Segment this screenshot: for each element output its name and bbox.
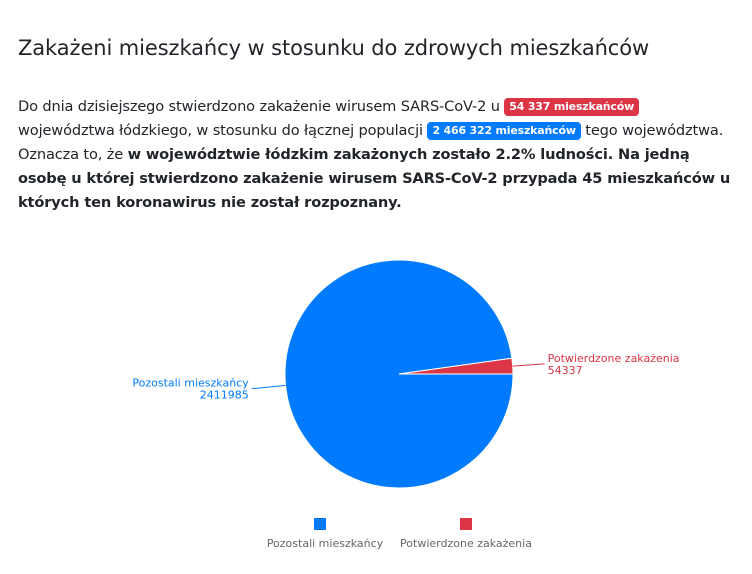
slice-label-value-0: 2411985 — [199, 388, 249, 402]
infected-count-badge: 54 337 mieszkańców — [504, 98, 639, 116]
summary-bold-text: w województwie łódzkim zakażonych zostało 2.2% ludności. Na jedną osobę u której stwierdzono zakażenie wirusem SARS-CoV-2 przypada 45 mieszkańców u których ten koronawirus nie został rozpoznany. — [18, 146, 731, 211]
legend-swatch-0[interactable] — [314, 518, 326, 530]
slice-label-value-1: 54337 — [547, 364, 583, 378]
summary-text-3: tego województwa. Oznacza to, że — [18, 122, 724, 163]
legend-label-0[interactable]: Pozostali mieszkańcy — [266, 537, 384, 550]
slice-label-name-1: Potwierdzone zakażenia — [547, 352, 680, 366]
slice-label-name-0: Pozostali mieszkańcy — [132, 376, 249, 390]
slice-leader-line-1 — [513, 364, 545, 366]
legend-label-1[interactable]: Potwierdzone zakażenia — [400, 537, 532, 550]
page-title: Zakażeni mieszkańcy w stosunku do zdrowych mieszkańców — [18, 36, 650, 60]
slice-leader-line-0 — [252, 385, 286, 388]
summary-text-1: Do dnia dzisiejszego stwierdzono zakażenie wirusem SARS-CoV-2 u — [18, 98, 505, 115]
population-badge: 2 466 322 mieszkańców — [427, 122, 580, 140]
summary-text-2: województwa łódzkiego, w stosunku do łącznej populacji — [18, 122, 428, 139]
legend-swatch-1[interactable] — [460, 518, 472, 530]
